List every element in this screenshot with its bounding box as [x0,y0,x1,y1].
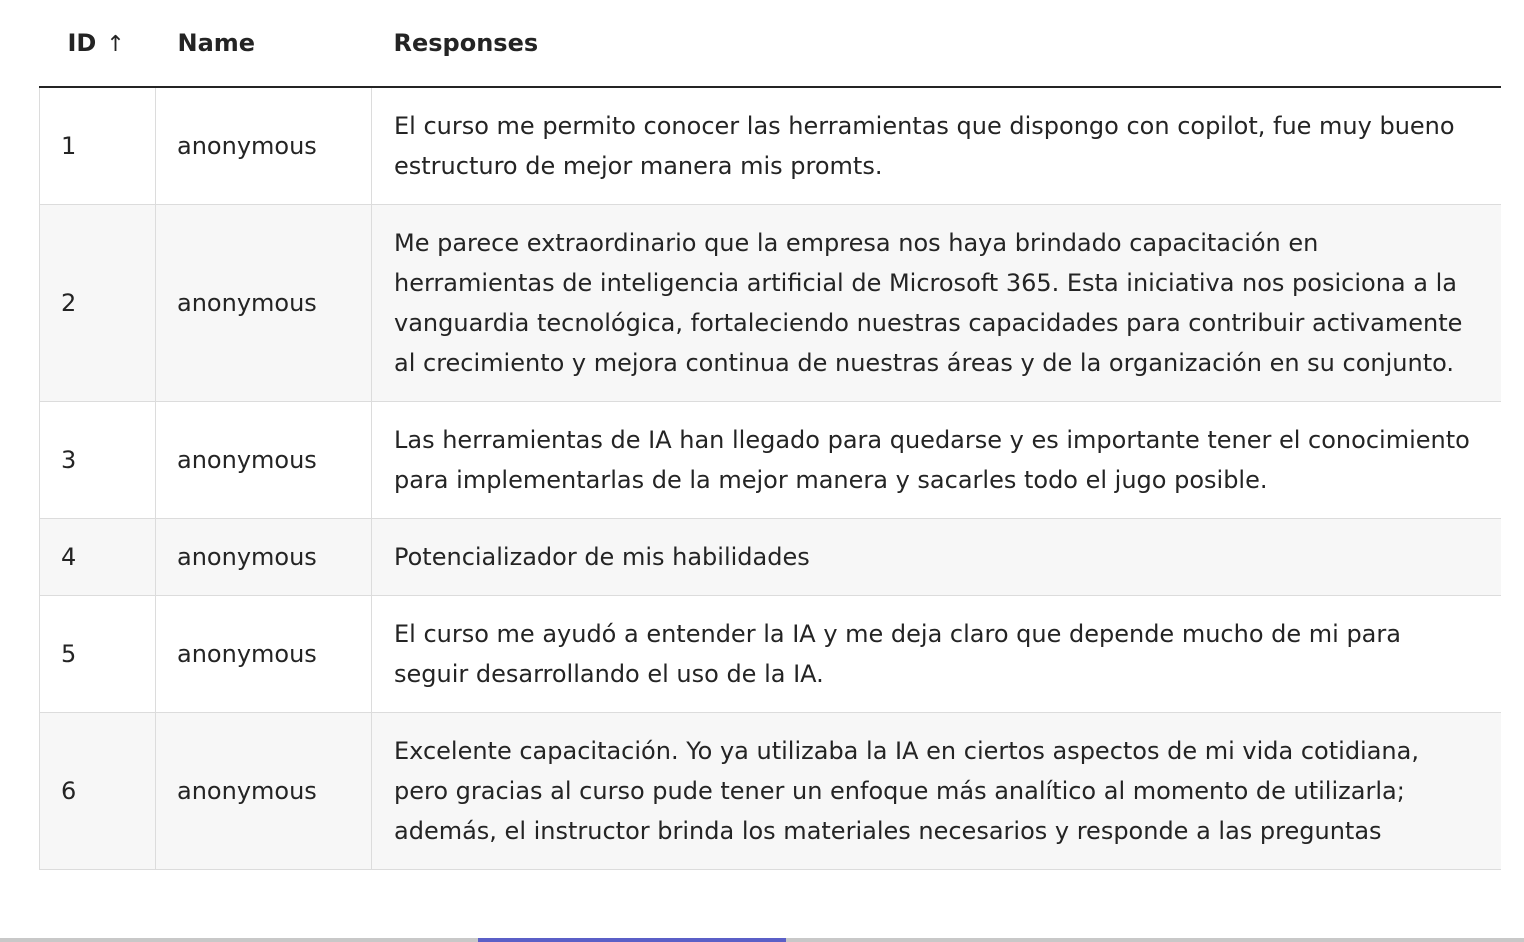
sort-ascending-icon: ↑ [106,32,125,57]
cell-name: anonymous [156,402,372,519]
header-row [40,0,1502,87]
cell-name: anonymous [156,205,372,402]
cell-name: anonymous [156,87,372,205]
table-row [40,402,1502,519]
cell-name: anonymous [156,519,372,596]
cell-id: 1 [40,87,156,205]
column-header-id-label: ID [67,29,97,57]
table-row [40,713,1502,870]
responses-table [39,0,1501,870]
cell-name: anonymous [156,713,372,870]
column-header-id[interactable] [40,0,156,87]
table-row [40,519,1502,596]
cell-id: 3 [40,402,156,519]
cell-response: El curso me ayudó a entender la IA y me deja claro que depende mucho de mi para seguir desarrollando el uso de la IA. [372,596,1502,713]
cell-response: Excelente capacitación. Yo ya utilizaba la IA en ciertos aspectos de mi vida cotidiana, pero gracias al curso pude tener un enfoque más analítico al momento de utilizarla; además, el instructor brinda los materiales necesarios y responde a las preguntas [372,713,1502,870]
table-row [40,596,1502,713]
column-header-responses-label: Responses [393,29,539,57]
cell-id: 4 [40,519,156,596]
cell-response: Potencializador de mis habilidades [372,519,1502,596]
responses-table-container[interactable] [39,0,1501,920]
cell-response: Las herramientas de IA han llegado para quedarse y es importante tener el conocimiento para implementarlas de la mejor manera y sacarles todo el jugo posible. [372,402,1502,519]
cell-response: El curso me permito conocer las herramientas que dispongo con copilot, fue muy bueno estructuro de mejor manera mis promts. [372,87,1502,205]
cell-id: 5 [40,596,156,713]
cell-id: 2 [40,205,156,402]
table-body [40,87,1502,870]
column-header-name[interactable] [156,0,372,87]
cell-name: anonymous [156,596,372,713]
cell-id: 6 [40,713,156,870]
cell-response: Me parece extraordinario que la empresa nos haya brindado capacitación en herramientas de inteligencia artificial de Microsoft 365. Esta iniciativa nos posiciona a la vanguardia tecnológica, fortaleciendo nuestras capacidades para contribuir activamente al crecimiento y mejora continua de nuestras áreas y de la organización en su conjunto. [372,205,1502,402]
table-row [40,87,1502,205]
table-row [40,205,1502,402]
horizontal-scrollbar-thumb[interactable] [478,938,786,942]
table-header [40,0,1502,87]
column-header-name-label: Name [177,29,256,57]
column-header-responses[interactable] [372,0,1502,87]
